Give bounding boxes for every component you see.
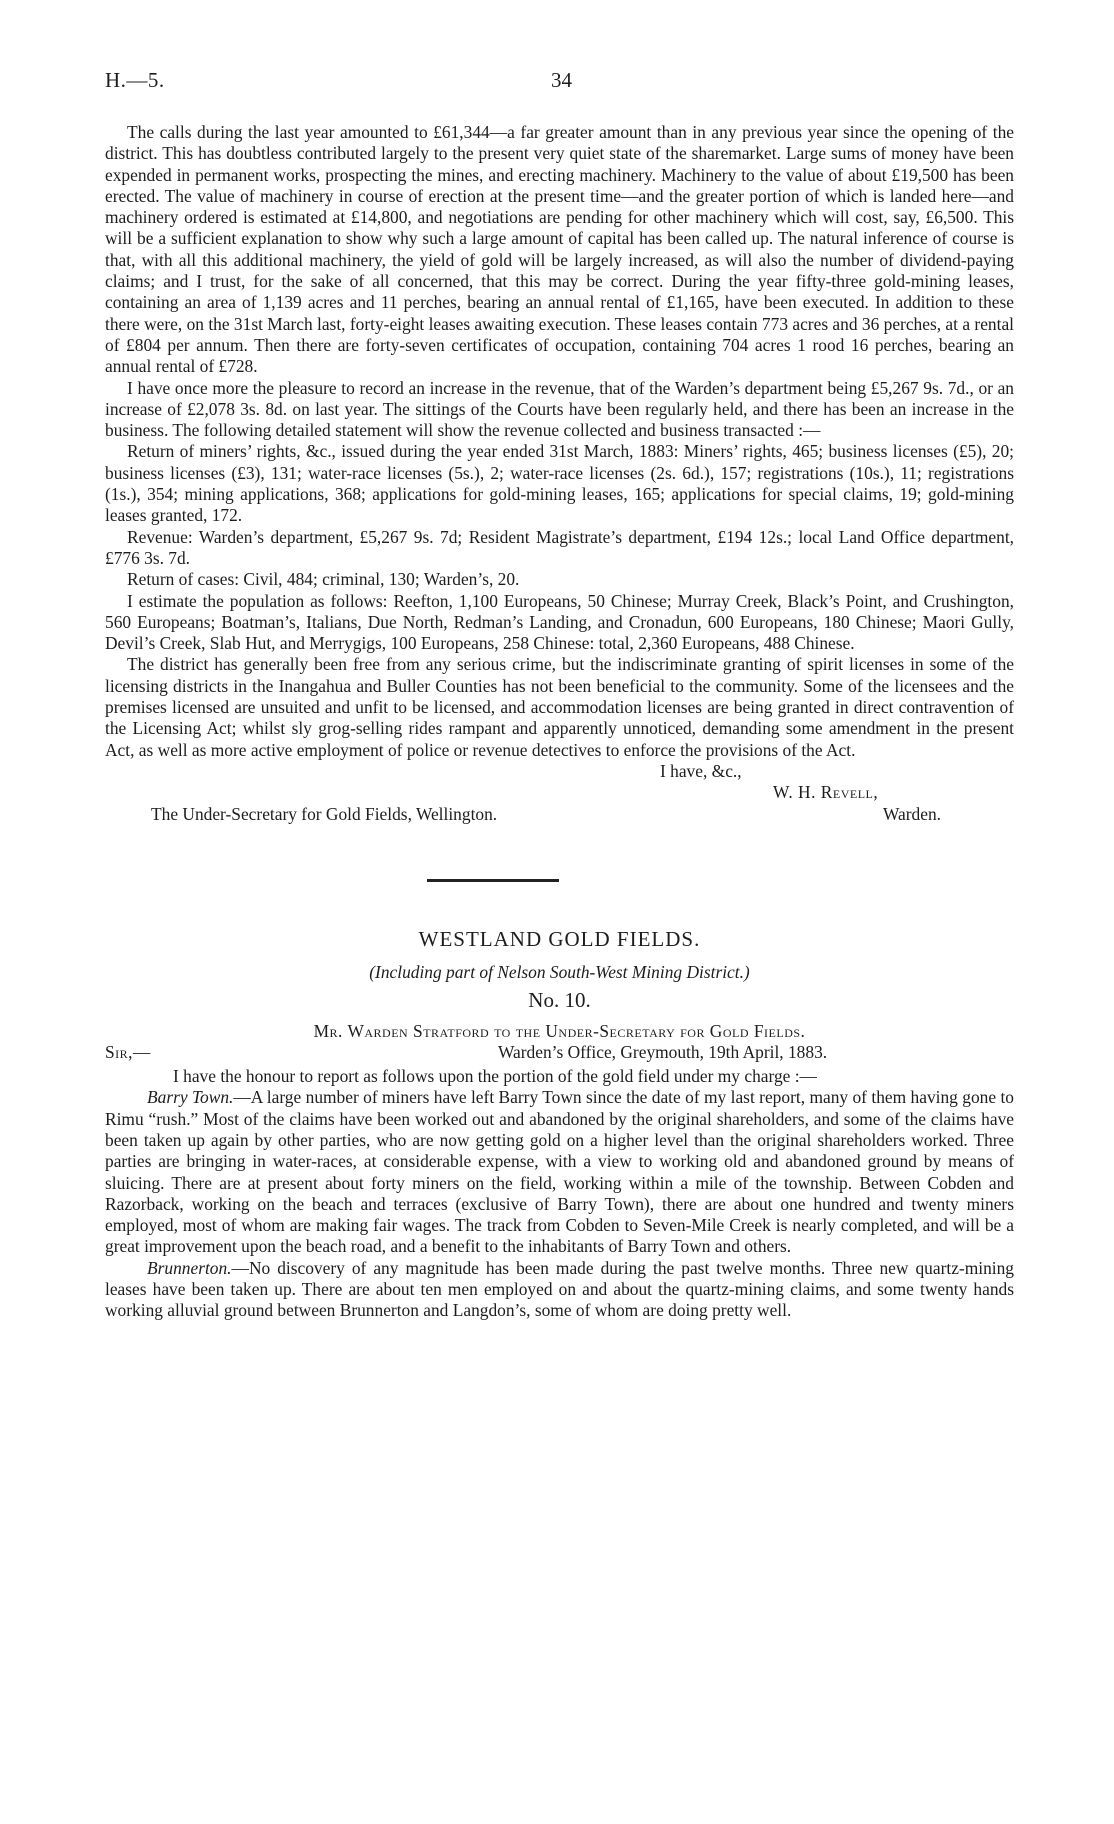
- paragraph-brunnerton: [105, 1258, 1014, 1322]
- barry-town-heading: Barry Town.: [147, 1087, 234, 1108]
- recipient-line: The Under-Secretary for Gold Fields, Wellington.: [151, 803, 498, 824]
- signatory-name: W. H. Revell,: [773, 781, 879, 802]
- signature-block: [105, 761, 1014, 825]
- office-line: Warden’s Office, Greymouth, 19th April, 1883.: [498, 1042, 828, 1063]
- paragraph-revenue: Revenue: Warden’s department, £5,267 9s. 7d; Resident Magistrate’s department, £194 12s.; local Land Office department, £776 3s. 7d.: [105, 526, 1014, 568]
- brunnerton-text: —No discovery of any magnitude has been made during the past twelve months. Three new quartz-mining leases have been taken up. There are about ten men employed on and about the quartz-mining claims, and some twenty hands working alluvial ground between Brunnerton and Langdon’s, some of whom are doing pretty well.: [105, 1257, 1014, 1321]
- paragraph-cases: Return of cases: Civil, 484; criminal, 130; Warden’s, 20.: [127, 569, 520, 590]
- paragraph-revenue-increase: I have once more the pleasure to record an increase in the revenue, that of the Warden’s department being £5,267 9s. 7d., or an increase of £2,078 3s. 8d. on last year. The sittings of the Courts have been regularly held, and there has been an increase in the business. The following detailed statement will show the revenue collected and business transacted :—: [105, 377, 1014, 441]
- salutation-block: [105, 1042, 1014, 1066]
- report-body: [105, 122, 1014, 761]
- paragraph-miners-rights: Return of miners’ rights, &c., issued during the year ended 31st March, 1883: Miners’ rights, 465; business licenses (£5), 20; business licenses (£3), 131; water-race licenses (5s.), 2; water-race licenses (2s. 6d.), 157; registrations (10s.), 11; registrations (1s.), 354; mining applications, 368; applications for gold-mining leases, 165; applications for special claims, 19; gold-mining leases granted, 172.: [105, 441, 1014, 526]
- from-line: Mr. Warden Stratford to the Under-Secretary for Gold Fields.: [313, 1020, 806, 1041]
- salutation: Sir,—: [105, 1042, 151, 1063]
- section-divider: [105, 825, 1014, 929]
- document-id: H.—5.: [105, 68, 165, 92]
- paragraph-population: I estimate the population as follows: Reefton, 1,100 Europeans, 50 Chinese; Murray Creek, Black’s Point, and Crushington, 560 Europeans; Boatman’s, Italians, Due North, Redman’s Landing, and Cronadun, 600 Europeans, 180 Chinese; Maori Gully, Devil’s Creek, Slab Hut, and Merrygigs, 100 Europeans, 258 Chinese: total, 2,360 Europeans, 488 Chinese.: [105, 590, 1014, 654]
- page-header: [105, 70, 1014, 122]
- barry-town-text: —A large number of miners have left Barry Town since the date of my last report, many of them having gone to Rimu “rush.” Most of the claims have been worked out and abandoned by the original shareholders, and some of the claims have been taken up again by other parties, who are now getting gold on a higher level than the original shareholders worked. Three parties are bringing in water-races, at considerable expense, with a view to working old and abandoned ground by means of sluicing. There are at present about forty miners on the field, working within a mile of the township. Between Cobden and Razorback, working on the beach and terraces (exclusive of Barry Town), there are about one hundred and twenty miners employed, most of whom are making fair wages. The track from Cobden to Seven-Mile Creek is nearly completed, and will be a great improvement upon the beach road, and a benefit to the inhabitants of Barry Town and others.: [105, 1087, 1014, 1257]
- paragraph-barry-town: [105, 1087, 1014, 1257]
- section-number: No. 10.: [528, 987, 591, 1012]
- section-subtitle: (Including part of Nelson South-West Mining District.): [369, 962, 750, 983]
- signatory-title: Warden.: [883, 803, 941, 824]
- section-title: WESTLAND GOLD FIELDS.: [418, 926, 701, 951]
- paragraph-calls: The calls during the last year amounted to £61,344—a far greater amount than in any previous year since the opening of the district. This has doubtless contributed largely to the present very quiet state of the sharemarket. Large sums of money have been expended in permanent works, prospecting the mines, and erecting machinery. Machinery to the value of about £19,500 has been erected. The value of machinery in course of erection at the present time—and the greater portion of which is landed here—and machinery ordered is estimated at £14,800, and negotiations are pending for other machinery which will cost, say, £6,500. This will be a sufficient explanation to show why such a large amount of capital has been called up. The natural inference of course is that, with all this additional machinery, the yield of gold will be largely increased, as will also the number of dividend-paying claims; and I trust, for the sake of all concerned, that this may be correct. During the year fifty-three gold-mining leases, containing an area of 1,139 acres and 11 perches, bearing an annual rental of £1,165, have been executed. In addition to these there were, on the 31st March last, forty-eight leases awaiting execution. These leases contain 773 acres and 36 perches, at a rental of £804 per annum. Then there are forty-seven certificates of occupation, containing 704 acres 1 rood 16 perches, bearing an annual rental of £728.: [105, 122, 1014, 377]
- paragraph-crime: The district has generally been free from any serious crime, but the indiscriminate granting of spirit licenses in some of the licensing districts in the Inangahua and Buller Counties has not been beneficial to the community. Some of the licensees and the premises licensed are unsuited and unfit to be licensed, and accommodation licenses are being granted in direct contravention of the Licensing Act; whilst sly grog-selling rides rampant and apparently unnoticed, demanding some amendment in the present Act, as well as more active employment of police or revenue detectives to enforce the provisions of the Act.: [105, 654, 1014, 760]
- closing-phrase: I have, &c.,: [660, 760, 742, 781]
- divider-rule: [427, 879, 559, 882]
- page-number: 34: [551, 68, 572, 92]
- intro-paragraph: I have the honour to report as follows upon the portion of the gold field under my charge :—: [173, 1066, 817, 1087]
- brunnerton-heading: Brunnerton.: [147, 1257, 232, 1278]
